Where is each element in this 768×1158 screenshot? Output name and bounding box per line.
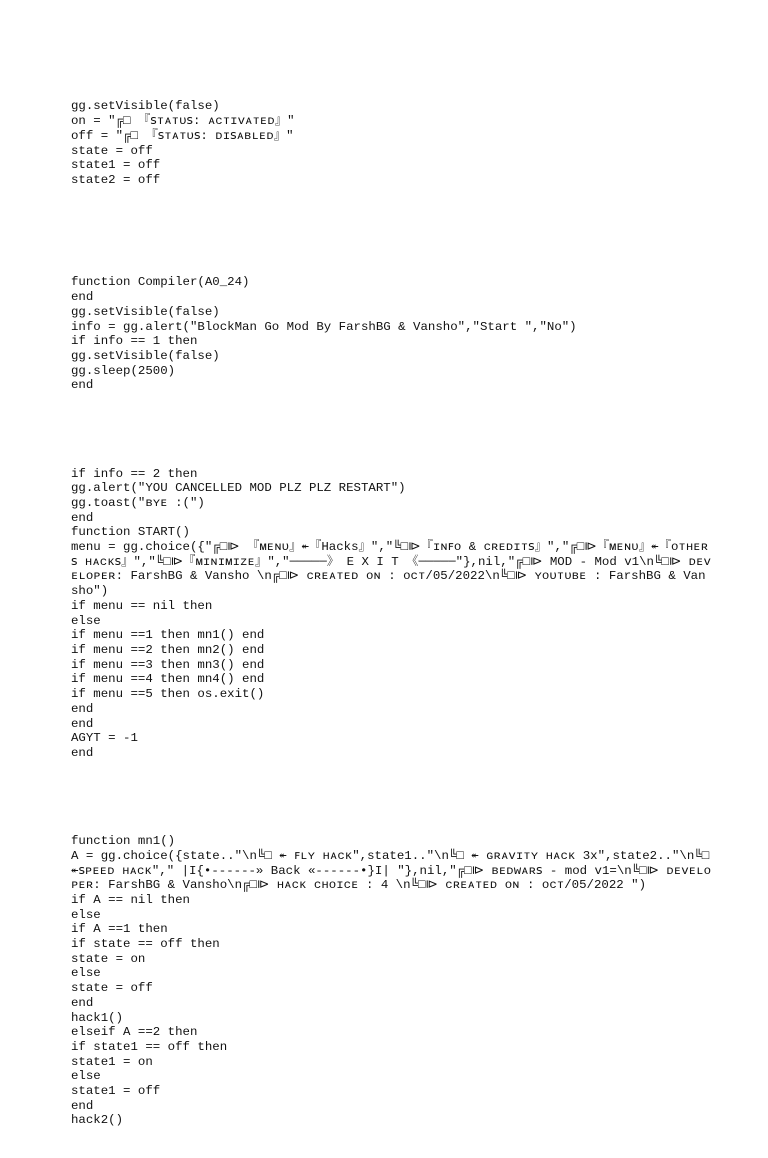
code-line: if A ==1 then: [71, 922, 168, 937]
code-line: if state == off then: [71, 937, 220, 952]
code-line: end: [71, 378, 94, 393]
code-line: gg.toast("ʙʏᴇ :("): [71, 495, 205, 510]
code-line: if state1 == off then: [71, 1039, 228, 1054]
code-line: state1 = off: [71, 158, 161, 173]
code-line: if menu ==5 then os.exit(): [71, 687, 265, 702]
code-block-variables: [71, 99, 711, 187]
code-line: function mn1(): [71, 834, 176, 849]
spacer: [71, 790, 711, 805]
code-line: if menu == nil then: [71, 598, 213, 613]
code-line: function START(): [71, 525, 190, 540]
code-block-start: [71, 467, 711, 761]
code-line: hack2(): [71, 1113, 124, 1128]
code-line: if menu ==4 then mn4() end: [71, 672, 265, 687]
code-line: on = "╔□ 『ꜱᴛᴀᴛᴜꜱ: ᴀᴄᴛɪᴠᴀᴛᴇᴅ』": [71, 114, 295, 129]
code-line: function Compiler(A0_24): [71, 275, 250, 290]
code-block-compiler: [71, 275, 711, 393]
code-line: else: [71, 966, 101, 981]
code-line: info = gg.alert("BlockMan Go Mod By FarshBG & Vansho","Start ","No"): [71, 319, 577, 334]
code-line: end: [71, 290, 94, 305]
code-line: state = off: [71, 143, 153, 158]
code-line: hack1(): [71, 1010, 124, 1025]
code-line: gg.setVisible(false): [71, 348, 220, 363]
code-line: state = off: [71, 981, 153, 996]
code-line: if menu ==2 then mn2() end: [71, 643, 265, 657]
spacer: [71, 217, 711, 246]
code-line: menu = gg.choice({"╔□⧐ 『ᴍᴇɴᴜ』↞『Hacks』","╚□⧐『ɪɴꜰᴏ & ᴄʀᴇᴅɪᴛꜱ』","╔□⧐『ᴍᴇɴᴜ』↞『ᴏᴛʜᴇʀꜱ ʜᴀᴄᴋꜱ』","╚□⧐『ᴍɪɴɪᴍɪᴢᴇ』","─────》 E X I T 《─────"},nil,"╔□⧐ MOD - Mod v1\n╚□⧐ ᴅᴇᴠᴇʟᴏᴘᴇʀ: FarshBG & Vansho \n╔□⧐ ᴄʀᴇᴀᴛᴇᴅ ᴏɴ : ᴏᴄᴛ/05/2022\n╚□⧐ ʏᴏᴜᴛᴜʙᴇ : FarshBG & Vansho"): [71, 540, 711, 599]
code-line: state1 = on: [71, 1054, 153, 1069]
code-line: end: [71, 510, 94, 525]
code-line: else: [71, 613, 101, 628]
code-line: end: [71, 1098, 94, 1113]
code-block-mn1: [71, 834, 717, 1128]
code-line: elseif A ==2 then: [71, 1025, 198, 1040]
code-line: A = gg.choice({state.."\n╚□ ↞ ꜰʟʏ ʜᴀᴄᴋ",state1.."\n╚□ ↞ ɢʀᴀᴠɪᴛʏ ʜᴀᴄᴋ 3x",state2.."\n╚□ ↞ꜱᴘᴇᴇᴅ ʜᴀᴄᴋ"," |I{•------» Back «------•}I| "},nil,"╔□⧐ ʙᴇᴅᴡᴀʀꜱ - mod v1=\n╚□⧐ ᴅᴇᴠᴇʟᴏᴘᴇʀ: FarshBG & Vansho\n╔□⧐ ʜᴀᴄᴋ ᴄʜᴏɪᴄᴇ : 4 \n╚□⧐ ᴄʀᴇᴀᴛᴇᴅ ᴏɴ : ᴏᴄᴛ/05/2022 "): [71, 848, 717, 893]
code-line: if menu ==1 then mn1() end: [71, 628, 265, 643]
code-line: state2 = off: [71, 172, 161, 187]
code-line: gg.setVisible(false): [71, 304, 220, 319]
code-line: else: [71, 1069, 101, 1084]
code-line: if A == nil then: [71, 892, 190, 907]
spacer: [71, 422, 711, 437]
code-line: off = "╔□ 『ꜱᴛᴀᴛᴜꜱ: ᴅɪꜱᴀʙʟᴇᴅ』": [71, 128, 294, 143]
code-line: state = on: [71, 951, 146, 966]
code-line: if info == 1 then: [71, 334, 198, 349]
code-line: gg.alert("YOU CANCELLED MOD PLZ PLZ RESTART"): [71, 481, 406, 496]
code-line: end: [71, 995, 94, 1010]
code-line: gg.sleep(2500): [71, 363, 176, 378]
code-line: end: [71, 745, 94, 760]
code-line: if menu ==3 then mn3() end: [71, 657, 265, 672]
code-listing: [71, 70, 717, 1158]
code-line: end: [71, 716, 94, 731]
code-line: state1 = off: [71, 1084, 161, 1099]
code-line: if info == 2 then: [71, 466, 198, 481]
code-line: else: [71, 907, 101, 922]
code-line: gg.setVisible(false): [71, 99, 220, 114]
code-line: end: [71, 701, 94, 716]
code-line: AGYT = -1: [71, 731, 138, 746]
